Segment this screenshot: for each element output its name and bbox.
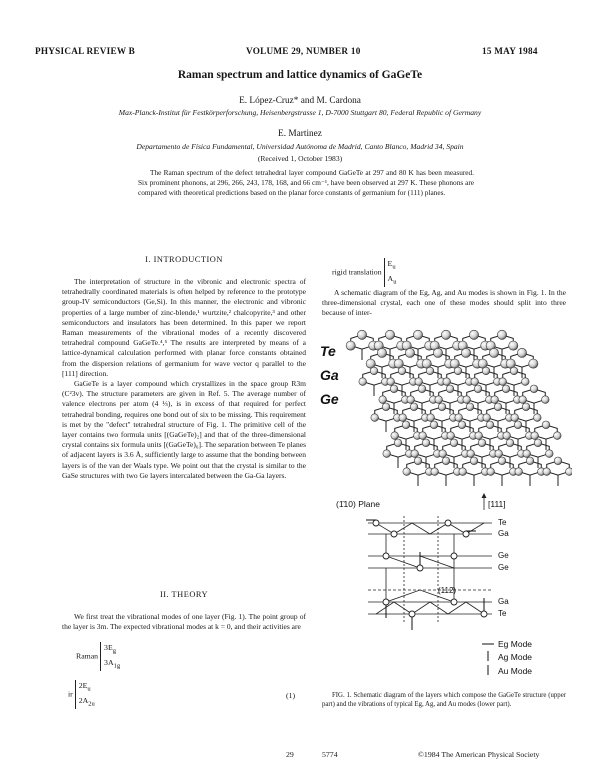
atom-sphere bbox=[426, 367, 434, 375]
plane-112-label: (112̄) bbox=[438, 586, 457, 595]
atom-sphere bbox=[402, 421, 410, 429]
atom-ga bbox=[391, 531, 397, 537]
rigid-translation-equation bbox=[332, 258, 396, 287]
atom-sphere bbox=[483, 414, 491, 422]
atom-sphere bbox=[475, 432, 483, 440]
equation-number: (1) bbox=[286, 691, 296, 700]
journal-name: PHYSICAL REVIEW B bbox=[35, 46, 136, 56]
atom-sphere bbox=[418, 385, 426, 393]
atom-sphere bbox=[497, 330, 506, 339]
intro-paragraph-1: The interpretation of structure in the vibronic and electronic spectra of tetrahedrally coordinated materials is often helped by reference to the prototype group-IV semiconductors (Ge,Si). In this manner, the electronic and vibronic properties of a large number of zinc-blende,¹ wurtzite,² chalcopyrite,³ and other semiconductors and insulators has been determined. In this paper we report Raman measurements of the vibrational modes of a recently discovered tetrahedral compound GaGeTe.⁴,⁵ The results are interpreted by means of a lattice-dynamical calculation performed with planar force constants obtained from the dispersion relations of germanium for wave vector q parallel to the [111] direction. bbox=[62, 277, 306, 378]
atom-sphere bbox=[469, 330, 478, 339]
atom-sphere bbox=[419, 432, 427, 440]
abstract: The Raman spectrum of the defect tetrahedral layer compound GaGeTe at 297 and 80 K has been measured. Six prominent phonons, at 296, 266, 243, 178, 168, and 66 cm⁻¹, have been observed at 297 K. These phonons are compared with theoretical predictions based on the planar force constants of germanium for (111) planes. bbox=[138, 168, 474, 198]
received-date: (Received 1, October 1983) bbox=[257, 154, 343, 163]
atom-sphere bbox=[390, 385, 398, 393]
atom-sphere bbox=[435, 396, 443, 404]
atom-sphere bbox=[458, 421, 466, 429]
paper-title: Raman spectrum and lattice dynamics of GaGeTe bbox=[177, 69, 423, 81]
atom-sphere bbox=[447, 432, 455, 440]
atom-te bbox=[445, 520, 451, 526]
atom-ge bbox=[417, 565, 423, 571]
atom-sphere bbox=[534, 414, 542, 422]
theory-paragraph-1: We first treat the vibrational modes of one layer (Fig. 1). The point group of the layer is 3m. The expected vibrational modes at k = 0, and their activities are bbox=[62, 612, 306, 632]
atom-sphere bbox=[382, 403, 390, 411]
direction-arrowhead bbox=[482, 493, 487, 498]
atom-ge bbox=[451, 553, 457, 559]
atom-sphere bbox=[446, 385, 454, 393]
atom-sphere bbox=[467, 450, 475, 458]
atom-sphere bbox=[486, 421, 494, 429]
footer-copyright: ©1984 The American Physical Society bbox=[418, 750, 540, 759]
rigid-label: rigid translation bbox=[332, 267, 382, 277]
atom-sphere bbox=[433, 348, 442, 357]
atom-sphere bbox=[357, 330, 366, 339]
atom-sphere bbox=[398, 367, 406, 375]
atom-sphere bbox=[522, 403, 530, 411]
figure-caption: FIG. 1. Schematic diagram of the layers which compose the GaGeTe structure (upper part) and the vibrations of typical Eg, Ag, and Au modes (lower part). bbox=[322, 692, 566, 708]
legend-ag-label: Ag Mode bbox=[498, 652, 533, 662]
section-heading-theory: II. THEORY bbox=[159, 590, 209, 599]
footer-volume: 29 bbox=[286, 750, 294, 759]
atom-sphere bbox=[414, 457, 422, 465]
atom-sphere bbox=[542, 396, 550, 404]
atom-sphere bbox=[370, 367, 378, 375]
affiliation-2: Departamento de Física Fundamental, Universidad Autónoma de Madrid, Canto Blanco, Madrid 34, Spain bbox=[136, 142, 464, 151]
atom-sphere bbox=[491, 396, 499, 404]
atom-sphere bbox=[377, 348, 386, 357]
layer-label: Ge bbox=[498, 551, 509, 560]
atom-sphere bbox=[494, 403, 502, 411]
atom-sphere bbox=[430, 421, 438, 429]
atom-sphere bbox=[526, 457, 534, 465]
affiliation-1: Max-Planck-Institut für Festkörperforschung, Heisenbergstrasse 1, D-7000 Stuttgart 80, Federal Republic of Germany bbox=[118, 108, 482, 117]
atom-te bbox=[409, 611, 415, 617]
atom-sphere bbox=[478, 439, 486, 447]
direction-label: [111] bbox=[488, 499, 506, 509]
atom-sphere bbox=[359, 378, 367, 386]
atom-sphere bbox=[454, 367, 462, 375]
atom-label-ga: Ga bbox=[320, 367, 339, 383]
legend-eg-label: Eg Mode bbox=[498, 639, 533, 649]
atom-te bbox=[481, 611, 487, 617]
mode-schematic-diagram bbox=[366, 516, 492, 630]
mode-legend bbox=[482, 639, 532, 676]
atom-sphere bbox=[471, 378, 479, 386]
atom-sphere bbox=[517, 348, 526, 357]
layer-label: Te bbox=[498, 518, 507, 527]
atom-sphere bbox=[509, 341, 518, 350]
atom-sphere bbox=[489, 348, 498, 357]
volume-number: VOLUME 29, NUMBER 10 bbox=[246, 46, 361, 56]
atom-sphere bbox=[383, 450, 391, 458]
atom-sphere bbox=[530, 385, 538, 393]
atom-spheres bbox=[346, 330, 572, 475]
layer-labels bbox=[498, 518, 509, 618]
atom-sphere bbox=[387, 378, 395, 386]
atom-ga bbox=[451, 599, 457, 605]
atom-sphere bbox=[474, 385, 482, 393]
atom-sphere bbox=[411, 450, 419, 458]
atom-sphere bbox=[379, 396, 387, 404]
atom-sphere bbox=[498, 457, 506, 465]
atom-sphere bbox=[407, 396, 415, 404]
atom-sphere bbox=[442, 457, 450, 465]
raman-brace: $3E_g$ $3A_{1g}$ bbox=[100, 642, 120, 671]
atom-sphere bbox=[441, 330, 450, 339]
section-heading-introduction: I. INTRODUCTION bbox=[145, 255, 223, 264]
authors-line-2: E. Martinez bbox=[278, 129, 322, 139]
ir-label: ir bbox=[68, 689, 73, 699]
atom-sphere bbox=[566, 468, 573, 476]
layer-label: Ge bbox=[498, 563, 509, 572]
atom-sphere bbox=[394, 439, 402, 447]
layer-label: Te bbox=[498, 609, 507, 618]
atom-sphere bbox=[385, 330, 394, 339]
plane-label: (1̄10) Plane bbox=[336, 499, 380, 509]
atom-sphere bbox=[511, 414, 519, 422]
layer-label: Ga bbox=[498, 529, 509, 538]
atom-sphere bbox=[506, 439, 514, 447]
atom-sphere bbox=[463, 396, 471, 404]
atom-sphere bbox=[529, 359, 538, 368]
atom-sphere bbox=[431, 468, 439, 476]
atom-sphere bbox=[543, 468, 551, 476]
atom-label-ge: Ge bbox=[320, 391, 339, 407]
raman-activity-equation bbox=[76, 642, 120, 671]
atom-ga bbox=[463, 531, 469, 537]
intro-paragraph-2: GaGeTe is a layer compound which crystallizes in the space group R3m (C²3v). The structure parameters are given in Ref. 5. The average number of valence electrons per atom (4 ⅓), is in excess of that required for perfect tetrahedral bonding, requires one bond out of six to be missing. This requirement is met by the "defect" tetrahedral structure of Fig. 1. The primitive cell of the layer contains two formula units [(GaGeTe)₂] and that of the three-dimensional crystal contains six formula units [(GaGeTe)₆]. The separation between Te planes of adjacent layers is 3.6 Å, sufficiently large to assume that the bonding between layers is of the van der Waals type. We point out that the crystal is similar to the GaSe structures with two Ge layers intercalated between the Ga-Ga layers. bbox=[62, 379, 306, 480]
raman-label: Raman bbox=[76, 651, 99, 661]
atom-sphere bbox=[542, 421, 550, 429]
bonds-ge-ga bbox=[386, 568, 457, 602]
atom-sphere bbox=[510, 367, 518, 375]
right-column-paragraph: A schematic diagram of the Eg, Ag, and Au modes is shown in Fig. 1. In the three-dimensional crystal, each one of these modes should split into three because of inter- bbox=[322, 288, 566, 318]
atom-sphere bbox=[459, 468, 467, 476]
atom-sphere bbox=[502, 385, 510, 393]
atom-sphere bbox=[495, 450, 503, 458]
atom-sphere bbox=[410, 403, 418, 411]
ir-brace: $2E_u$ $2A_{2u}$ bbox=[75, 680, 95, 709]
atom-ga bbox=[383, 599, 389, 605]
atom-sphere bbox=[554, 432, 562, 440]
atom-sphere bbox=[522, 378, 530, 386]
atom-sphere bbox=[450, 439, 458, 447]
atom-sphere bbox=[487, 468, 495, 476]
atom-sphere bbox=[455, 414, 463, 422]
authors-line-1: E. López-Cruz* and M. Cardona bbox=[239, 96, 361, 106]
atom-ge bbox=[383, 553, 389, 559]
footer-page-number: 5774 bbox=[322, 750, 338, 759]
atom-sphere bbox=[503, 432, 511, 440]
atom-sphere bbox=[403, 468, 411, 476]
rigid-brace: $E_u$ $A_u$ bbox=[384, 258, 397, 287]
legend-au-label: Au Mode bbox=[498, 666, 533, 676]
atom-sphere bbox=[531, 432, 539, 440]
ir-activity-equation bbox=[68, 680, 95, 709]
atom-sphere bbox=[443, 378, 451, 386]
atom-sphere bbox=[399, 414, 407, 422]
atom-sphere bbox=[534, 439, 542, 447]
atom-sphere bbox=[371, 414, 379, 422]
atom-sphere bbox=[405, 348, 414, 357]
issue-date: 15 MAY 1984 bbox=[482, 46, 538, 56]
layer-label: Ga bbox=[498, 597, 509, 606]
atom-sphere bbox=[514, 421, 522, 429]
atom-sphere bbox=[546, 450, 554, 458]
atom-sphere bbox=[554, 457, 562, 465]
atom-sphere bbox=[391, 432, 399, 440]
atom-te bbox=[373, 520, 379, 526]
atom-label-te: Te bbox=[320, 343, 336, 359]
crystal-structure-diagram bbox=[346, 330, 572, 486]
atom-sphere bbox=[427, 414, 435, 422]
atom-sphere bbox=[523, 450, 531, 458]
atom-sphere bbox=[466, 403, 474, 411]
bonds-ga-te-bottom bbox=[376, 602, 484, 614]
atom-sphere bbox=[413, 330, 422, 339]
atom-sphere bbox=[515, 468, 523, 476]
atom-sphere bbox=[422, 439, 430, 447]
atom-sphere bbox=[499, 378, 507, 386]
atom-sphere bbox=[470, 457, 478, 465]
figure-1 bbox=[316, 324, 572, 688]
atom-sphere bbox=[439, 450, 447, 458]
atom-sphere bbox=[438, 403, 446, 411]
atom-sphere bbox=[415, 378, 423, 386]
atom-sphere bbox=[482, 367, 490, 375]
atom-sphere bbox=[519, 396, 527, 404]
atom-sphere bbox=[461, 348, 470, 357]
atom-sphere bbox=[346, 341, 355, 350]
